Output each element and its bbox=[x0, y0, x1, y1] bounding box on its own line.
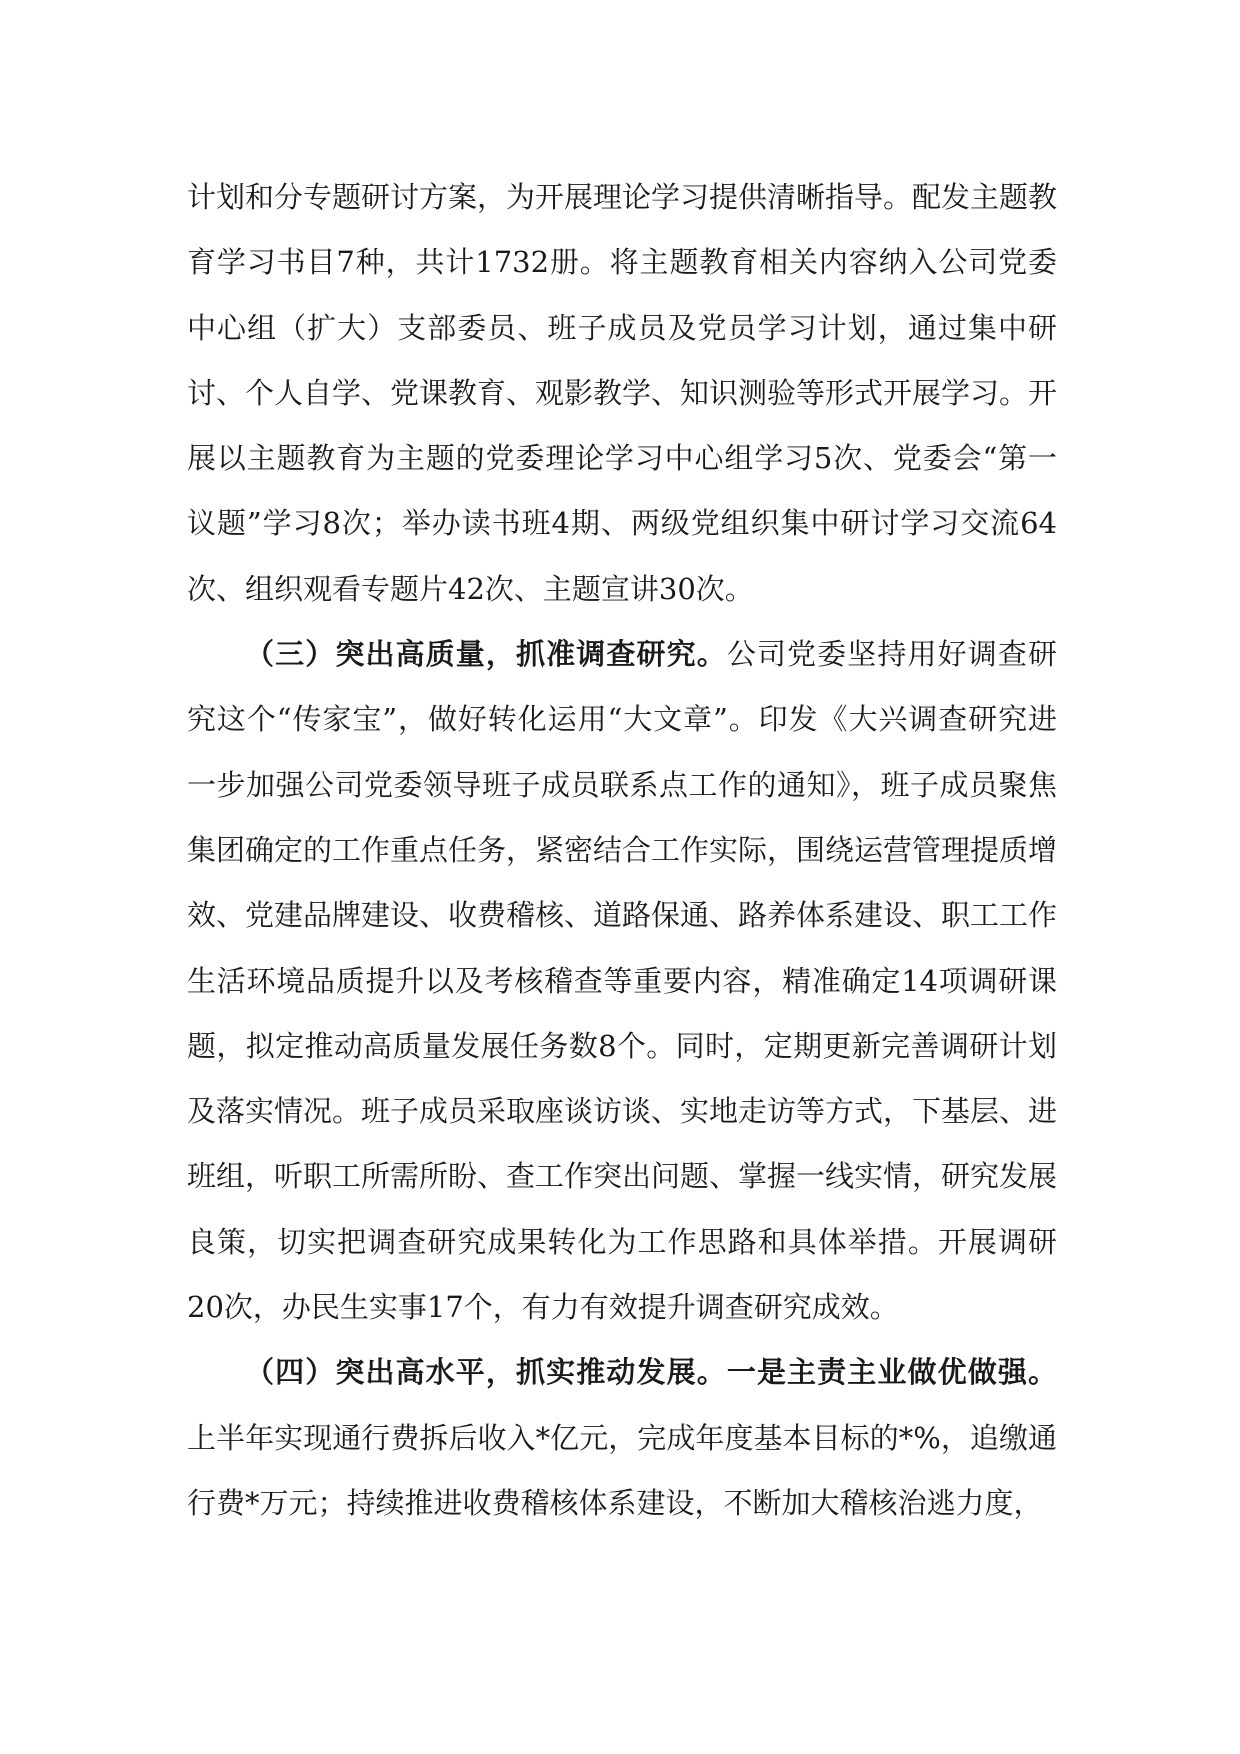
document-body bbox=[187, 165, 1057, 1536]
paragraph-study-activities: 计划和分专题研讨方案，为开展理论学习提供清晰指导。配发主题教育学习书目7种，共计1732册。将主题教育相关内容纳入公司党委中心组（扩大）支部委员、班子成员及党员学习计划，通过集中研讨、个人自学、党课教育、观影教学、知识测验等形式开展学习。开展以主题教育为主题的党委理论学习中心组学习5次、党委会“第一议题”学习8次；举办读书班4期、两级党组织集中研讨学习交流64次、组织观看专题片42次、主题宣讲30次。 bbox=[187, 180, 1058, 606]
section-3-body: 公司党委坚持用好调查研究这个“传家宝”，做好转化运用“大文章”。印发《大兴调查研究进一步加强公司党委领导班子成员联系点工作的通知》，班子成员聚焦集团确定的工作重点任务，紧密结合工作实际，围绕运营管理提质增效、党建品牌建设、收费稽核、道路保通、路养体系建设、职工工作生活环境品质提升以及考核稽查等重要内容，精准确定14项调研课题，拟定推动高质量发展任务数8个。同时，定期更新完善调研计划及落实情况。班子成员采取座谈访谈、实地走访等方式，下基层、进班组，听职工所需所盼、查工作突出问题、掌握一线实情，研究发展良策，切实把调查研究成果转化为工作思路和具体举措。开展调研20次，办民生实事17个，有力有效提升调查研究成效。 bbox=[187, 637, 1058, 1325]
section-4-heading: （四）突出高水平，抓实推动发展。 bbox=[245, 1355, 727, 1390]
section-3-heading: （三）突出高质量，抓准调查研究。 bbox=[245, 637, 727, 672]
section-4-subheading: 一是主责主业做优做强。 bbox=[726, 1355, 1057, 1390]
paragraph-section-4 bbox=[187, 1340, 1057, 1536]
section-4-body: 上半年实现通行费拆后收入*亿元，完成年度基本目标的*%，追缴通行费*万元；持续推进收费稽核体系建设，不断加大稽核治逃力度， bbox=[187, 1420, 1057, 1520]
paragraph-section-3 bbox=[187, 622, 1057, 1340]
